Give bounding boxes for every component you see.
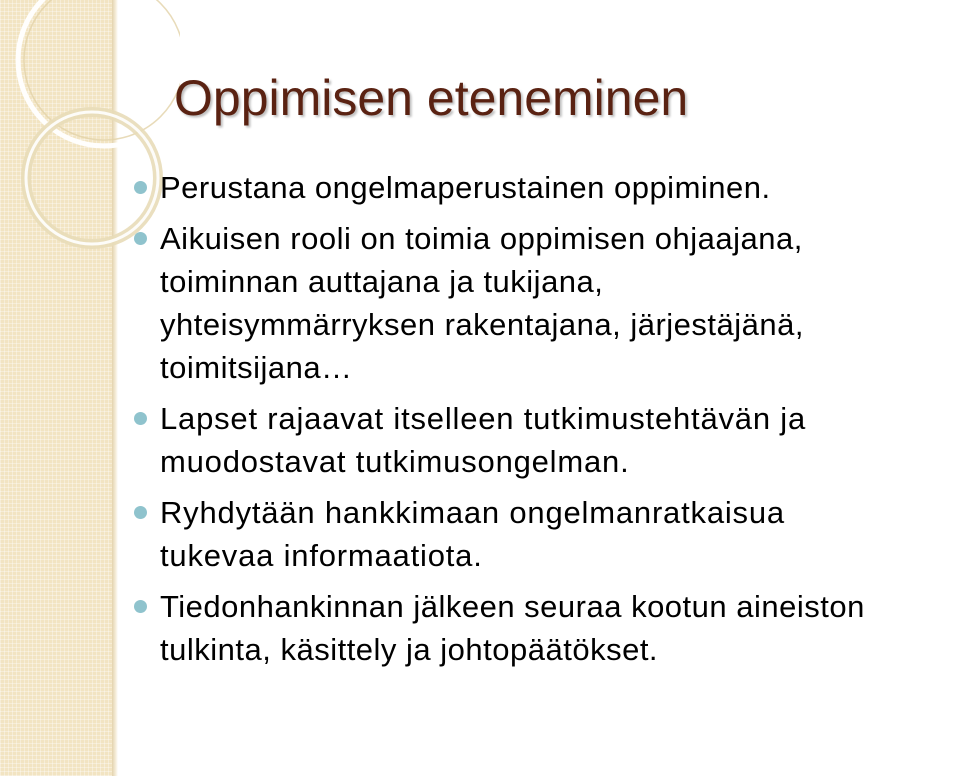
bullet-line: muodostavat tutkimusongelman. [160,444,630,479]
bullet-line: Perustana ongelmaperustainen oppiminen. [160,170,771,205]
bullet-marker-icon [134,232,147,245]
bullet-list [130,166,960,679]
bullet-text [160,585,960,671]
bullet-marker-icon [134,412,147,425]
bullet-line: yhteisymmärryksen rakentajana, järjestäjänä, [160,307,804,342]
slide-title: Oppimisen eteneminen [174,70,689,126]
bullet-marker-icon [134,181,147,194]
bullet-line: Aikuisen rooli on toimia oppimisen ohjaajana, [160,221,803,256]
bullet-line: toiminnan auttajana ja tukijana, [160,264,604,299]
bullet-item [130,397,960,483]
bullet-item [130,585,960,671]
bullet-item [130,491,960,577]
bullet-line: tukevaa informaatiota. [160,538,483,573]
decorative-ring-upper-shade [24,0,180,140]
bullet-line: toimitsijana… [160,350,353,385]
bullet-marker-icon [134,506,147,519]
bullet-text [160,491,960,577]
bullet-text [160,166,960,209]
bullet-line: Ryhdytään hankkimaan ongelmanratkaisua [160,495,785,530]
bullet-line: tulkinta, käsittely ja johtopäätökset. [160,632,659,667]
bullet-text [160,397,960,483]
bullet-item [130,217,960,389]
bullet-item [130,166,960,209]
bullet-text [160,217,960,389]
bullet-line: Lapset rajaavat itselleen tutkimustehtävän ja [160,401,807,436]
bullet-line: Tiedonhankinnan jälkeen seuraa kootun aineiston [160,589,865,624]
decorative-ring-upper [18,0,180,146]
bullet-marker-icon [134,600,147,613]
